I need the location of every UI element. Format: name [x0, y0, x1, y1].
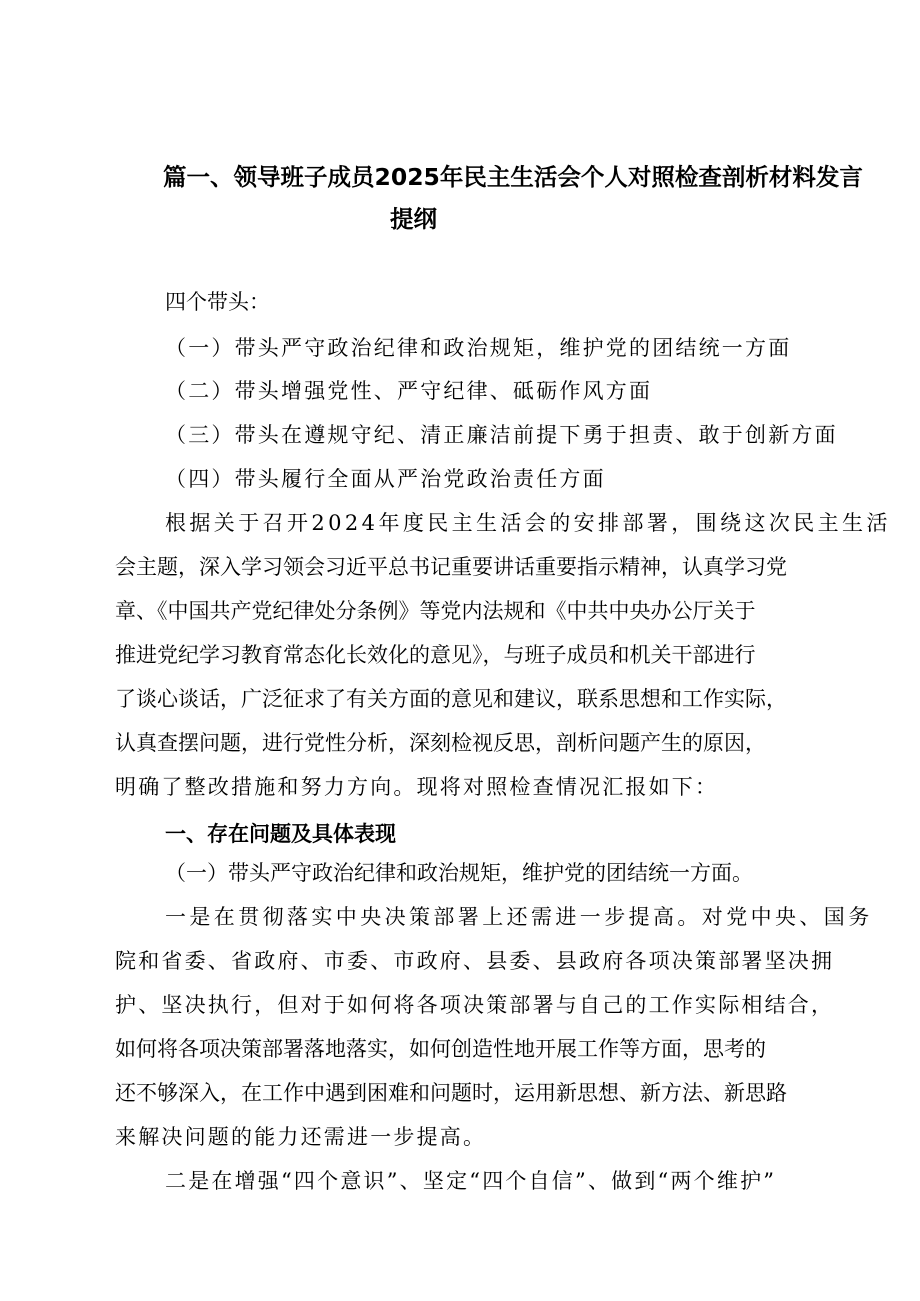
intro-line-2: 会主题，深入学习领会习近平总书记重要讲话重要指示精神，认真学习党	[115, 555, 787, 579]
four-leads-item-3: （三）带头在遵规守纪、清正廉洁前提下勇于担责、敢于创新方面	[165, 423, 838, 447]
intro-line-4: 推进党纪学习教育常态化长效化的意见》，与班子成员和机关干部进行	[115, 643, 756, 667]
four-leads-item-2: （二）带头增强党性、严守纪律、砥砺作风方面	[165, 379, 653, 403]
point-1-line-1: 一是在贯彻落实中央决策部署上还需进一步提高。对党中央、国务	[165, 905, 873, 929]
intro-line-7: 明确了整改措施和努力方向。现将对照检查情况汇报如下：	[115, 775, 719, 799]
section-1-heading: 一、存在问题及具体表现	[165, 822, 396, 846]
point-1-line-2: 院和省委、省政府、市委、市政府、县委、县政府各项决策部署坚决拥	[115, 949, 835, 973]
four-leads-item-1: （一）带头严守政治纪律和政治规矩，维护党的团结统一方面	[165, 336, 792, 360]
point-1-line-6: 来解决问题的能力还需进一步提高。	[115, 1125, 487, 1149]
intro-line-6: 认真查摆问题，进行党性分析，深刻检视反思，剖析问题产生的原因，	[115, 731, 766, 755]
point-1-line-4: 如何将各项决策部署落地落实，如何创造性地开展工作等方面，思考的	[115, 1037, 766, 1061]
intro-line-5: 了谈心谈话，广泛征求了有关方面的意见和建议，联系思想和工作实际，	[115, 687, 787, 711]
four-leads-item-4: （四）带头履行全面从严治党政治责任方面	[165, 467, 606, 491]
subsection-1-heading: （一）带头严守政治纪律和政治规矩，维护党的团结统一方面。	[165, 861, 753, 885]
document-title-line-2: 提纲	[390, 205, 437, 233]
four-leads-label: 四个带头：	[165, 290, 270, 314]
intro-line-3: 章、《中国共产党纪律处分条例》等党内法规和《中共中央办公厅关于	[115, 599, 756, 623]
point-1-line-5: 还不够深入，在工作中遇到困难和问题时，运用新思想、新方法、新思路	[115, 1081, 787, 1105]
point-2-line-1: 二是在增强“四个意识”、坚定“四个自信”、做到“两个维护”	[165, 1169, 777, 1193]
intro-line-1: 根据关于召开2024年度民主生活会的安排部署，围绕这次民主生活	[165, 511, 891, 535]
point-1-line-3: 护、坚决执行，但对于如何将各项决策部署与自己的工作实际相结合，	[115, 993, 835, 1017]
document-title-line-1: 篇一、领导班子成员2025年民主生活会个人对照检查剖析材料发言	[163, 163, 863, 191]
